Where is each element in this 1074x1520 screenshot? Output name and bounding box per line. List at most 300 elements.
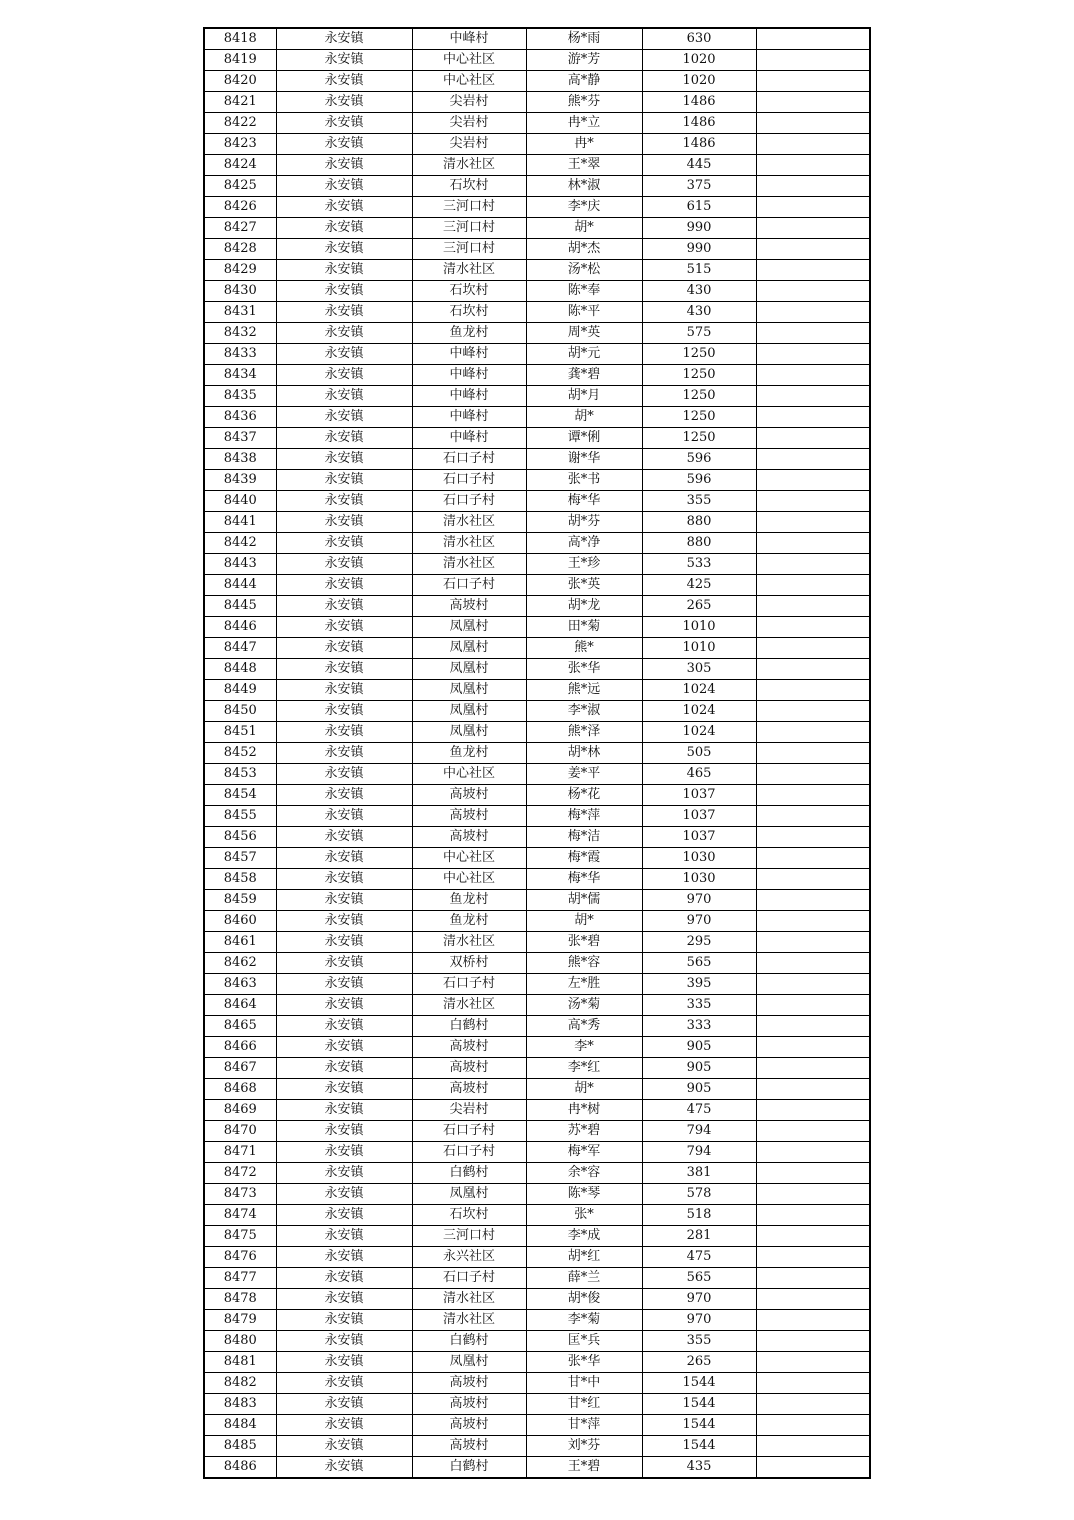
data-table xyxy=(203,27,871,1479)
table-row xyxy=(204,1436,870,1457)
amount-cell: 1037 xyxy=(642,827,756,848)
table-row xyxy=(204,491,870,512)
village-cell: 尖岩村 xyxy=(412,113,526,134)
amount-cell: 596 xyxy=(642,470,756,491)
village-cell: 凤凰村 xyxy=(412,659,526,680)
name-cell: 张* xyxy=(526,1205,642,1226)
town-cell: 永安镇 xyxy=(276,1100,412,1121)
remark-cell xyxy=(756,911,870,932)
row-number-cell: 8425 xyxy=(204,176,276,197)
town-cell: 永安镇 xyxy=(276,1163,412,1184)
remark-cell xyxy=(756,995,870,1016)
village-cell: 凤凰村 xyxy=(412,701,526,722)
village-cell: 高坡村 xyxy=(412,806,526,827)
name-cell: 李*庆 xyxy=(526,197,642,218)
village-cell: 清水社区 xyxy=(412,512,526,533)
table-row xyxy=(204,932,870,953)
town-cell: 永安镇 xyxy=(276,491,412,512)
village-cell: 凤凰村 xyxy=(412,1184,526,1205)
table-row xyxy=(204,638,870,659)
name-cell: 高*净 xyxy=(526,533,642,554)
row-number-cell: 8423 xyxy=(204,134,276,155)
table-row xyxy=(204,134,870,155)
remark-cell xyxy=(756,239,870,260)
table-row xyxy=(204,911,870,932)
name-cell: 匡*兵 xyxy=(526,1331,642,1352)
row-number-cell: 8433 xyxy=(204,344,276,365)
name-cell: 梅*华 xyxy=(526,869,642,890)
row-number-cell: 8454 xyxy=(204,785,276,806)
remark-cell xyxy=(756,1415,870,1436)
remark-cell xyxy=(756,743,870,764)
name-cell: 甘*中 xyxy=(526,1373,642,1394)
remark-cell xyxy=(756,92,870,113)
village-cell: 石口子村 xyxy=(412,449,526,470)
name-cell: 薛*兰 xyxy=(526,1268,642,1289)
row-number-cell: 8482 xyxy=(204,1373,276,1394)
amount-cell: 1486 xyxy=(642,134,756,155)
name-cell: 张*华 xyxy=(526,659,642,680)
remark-cell xyxy=(756,113,870,134)
town-cell: 永安镇 xyxy=(276,302,412,323)
town-cell: 永安镇 xyxy=(276,1058,412,1079)
amount-cell: 1250 xyxy=(642,365,756,386)
town-cell: 永安镇 xyxy=(276,848,412,869)
amount-cell: 1020 xyxy=(642,50,756,71)
town-cell: 永安镇 xyxy=(276,1394,412,1415)
town-cell: 永安镇 xyxy=(276,50,412,71)
row-number-cell: 8447 xyxy=(204,638,276,659)
amount-cell: 305 xyxy=(642,659,756,680)
row-number-cell: 8466 xyxy=(204,1037,276,1058)
row-number-cell: 8445 xyxy=(204,596,276,617)
town-cell: 永安镇 xyxy=(276,1289,412,1310)
table-row xyxy=(204,1016,870,1037)
village-cell: 白鹤村 xyxy=(412,1331,526,1352)
town-cell: 永安镇 xyxy=(276,470,412,491)
village-cell: 清水社区 xyxy=(412,1289,526,1310)
village-cell: 尖岩村 xyxy=(412,1100,526,1121)
town-cell: 永安镇 xyxy=(276,1310,412,1331)
remark-cell xyxy=(756,1163,870,1184)
remark-cell xyxy=(756,1247,870,1268)
remark-cell xyxy=(756,638,870,659)
town-cell: 永安镇 xyxy=(276,386,412,407)
remark-cell xyxy=(756,491,870,512)
name-cell: 张*华 xyxy=(526,1352,642,1373)
town-cell: 永安镇 xyxy=(276,764,412,785)
row-number-cell: 8460 xyxy=(204,911,276,932)
village-cell: 石坎村 xyxy=(412,1205,526,1226)
town-cell: 永安镇 xyxy=(276,428,412,449)
town-cell: 永安镇 xyxy=(276,449,412,470)
remark-cell xyxy=(756,680,870,701)
remark-cell xyxy=(756,218,870,239)
table-row xyxy=(204,239,870,260)
row-number-cell: 8426 xyxy=(204,197,276,218)
village-cell: 高坡村 xyxy=(412,1373,526,1394)
town-cell: 永安镇 xyxy=(276,1184,412,1205)
table-row xyxy=(204,407,870,428)
amount-cell: 1037 xyxy=(642,806,756,827)
name-cell: 胡*红 xyxy=(526,1247,642,1268)
town-cell: 永安镇 xyxy=(276,974,412,995)
remark-cell xyxy=(756,659,870,680)
amount-cell: 794 xyxy=(642,1142,756,1163)
village-cell: 高坡村 xyxy=(412,1415,526,1436)
remark-cell xyxy=(756,386,870,407)
amount-cell: 1037 xyxy=(642,785,756,806)
table-row xyxy=(204,1205,870,1226)
row-number-cell: 8486 xyxy=(204,1457,276,1479)
name-cell: 胡*俊 xyxy=(526,1289,642,1310)
remark-cell xyxy=(756,974,870,995)
table-row xyxy=(204,1121,870,1142)
amount-cell: 395 xyxy=(642,974,756,995)
table-row xyxy=(204,1310,870,1331)
town-cell: 永安镇 xyxy=(276,239,412,260)
table-row xyxy=(204,92,870,113)
village-cell: 高坡村 xyxy=(412,827,526,848)
name-cell: 胡*儒 xyxy=(526,890,642,911)
name-cell: 甘*红 xyxy=(526,1394,642,1415)
village-cell: 中心社区 xyxy=(412,71,526,92)
village-cell: 中峰村 xyxy=(412,428,526,449)
village-cell: 白鹤村 xyxy=(412,1163,526,1184)
remark-cell xyxy=(756,176,870,197)
town-cell: 永安镇 xyxy=(276,1268,412,1289)
town-cell: 永安镇 xyxy=(276,806,412,827)
town-cell: 永安镇 xyxy=(276,638,412,659)
village-cell: 白鹤村 xyxy=(412,1457,526,1479)
table-row xyxy=(204,1058,870,1079)
table-row xyxy=(204,176,870,197)
amount-cell: 333 xyxy=(642,1016,756,1037)
remark-cell xyxy=(756,1436,870,1457)
town-cell: 永安镇 xyxy=(276,407,412,428)
name-cell: 熊*远 xyxy=(526,680,642,701)
village-cell: 高坡村 xyxy=(412,1394,526,1415)
row-number-cell: 8455 xyxy=(204,806,276,827)
row-number-cell: 8469 xyxy=(204,1100,276,1121)
village-cell: 尖岩村 xyxy=(412,134,526,155)
remark-cell xyxy=(756,722,870,743)
amount-cell: 445 xyxy=(642,155,756,176)
amount-cell: 430 xyxy=(642,281,756,302)
village-cell: 中峰村 xyxy=(412,344,526,365)
table-row xyxy=(204,155,870,176)
name-cell: 冉*树 xyxy=(526,1100,642,1121)
name-cell: 胡*林 xyxy=(526,743,642,764)
amount-cell: 615 xyxy=(642,197,756,218)
remark-cell xyxy=(756,785,870,806)
amount-cell: 1024 xyxy=(642,722,756,743)
village-cell: 尖岩村 xyxy=(412,92,526,113)
name-cell: 高*静 xyxy=(526,71,642,92)
name-cell: 甘*萍 xyxy=(526,1415,642,1436)
amount-cell: 1250 xyxy=(642,407,756,428)
village-cell: 中心社区 xyxy=(412,764,526,785)
row-number-cell: 8432 xyxy=(204,323,276,344)
remark-cell xyxy=(756,1058,870,1079)
name-cell: 胡*元 xyxy=(526,344,642,365)
table-row xyxy=(204,659,870,680)
name-cell: 汤*松 xyxy=(526,260,642,281)
remark-cell xyxy=(756,1205,870,1226)
amount-cell: 970 xyxy=(642,1310,756,1331)
town-cell: 永安镇 xyxy=(276,722,412,743)
row-number-cell: 8463 xyxy=(204,974,276,995)
amount-cell: 515 xyxy=(642,260,756,281)
remark-cell xyxy=(756,512,870,533)
row-number-cell: 8418 xyxy=(204,28,276,50)
town-cell: 永安镇 xyxy=(276,743,412,764)
remark-cell xyxy=(756,827,870,848)
amount-cell: 381 xyxy=(642,1163,756,1184)
remark-cell xyxy=(756,344,870,365)
table-row xyxy=(204,1415,870,1436)
name-cell: 梅*霞 xyxy=(526,848,642,869)
amount-cell: 355 xyxy=(642,1331,756,1352)
table-row xyxy=(204,575,870,596)
village-cell: 清水社区 xyxy=(412,260,526,281)
town-cell: 永安镇 xyxy=(276,701,412,722)
town-cell: 永安镇 xyxy=(276,365,412,386)
village-cell: 三河口村 xyxy=(412,239,526,260)
table-body xyxy=(204,28,870,1478)
village-cell: 石口子村 xyxy=(412,470,526,491)
amount-cell: 970 xyxy=(642,911,756,932)
village-cell: 鱼龙村 xyxy=(412,743,526,764)
table-row xyxy=(204,722,870,743)
town-cell: 永安镇 xyxy=(276,785,412,806)
town-cell: 永安镇 xyxy=(276,1016,412,1037)
table-row xyxy=(204,974,870,995)
town-cell: 永安镇 xyxy=(276,659,412,680)
remark-cell xyxy=(756,71,870,92)
amount-cell: 565 xyxy=(642,953,756,974)
village-cell: 高坡村 xyxy=(412,1436,526,1457)
row-number-cell: 8421 xyxy=(204,92,276,113)
name-cell: 冉*立 xyxy=(526,113,642,134)
town-cell: 永安镇 xyxy=(276,911,412,932)
remark-cell xyxy=(756,1268,870,1289)
village-cell: 石口子村 xyxy=(412,575,526,596)
amount-cell: 1030 xyxy=(642,869,756,890)
table-row xyxy=(204,953,870,974)
name-cell: 胡*龙 xyxy=(526,596,642,617)
amount-cell: 1544 xyxy=(642,1436,756,1457)
table-row xyxy=(204,1352,870,1373)
table-row xyxy=(204,28,870,50)
row-number-cell: 8443 xyxy=(204,554,276,575)
town-cell: 永安镇 xyxy=(276,1436,412,1457)
remark-cell xyxy=(756,1394,870,1415)
town-cell: 永安镇 xyxy=(276,281,412,302)
village-cell: 石坎村 xyxy=(412,281,526,302)
village-cell: 鱼龙村 xyxy=(412,323,526,344)
amount-cell: 905 xyxy=(642,1037,756,1058)
row-number-cell: 8479 xyxy=(204,1310,276,1331)
row-number-cell: 8476 xyxy=(204,1247,276,1268)
row-number-cell: 8441 xyxy=(204,512,276,533)
remark-cell xyxy=(756,596,870,617)
village-cell: 中心社区 xyxy=(412,848,526,869)
remark-cell xyxy=(756,1016,870,1037)
name-cell: 李*成 xyxy=(526,1226,642,1247)
town-cell: 永安镇 xyxy=(276,197,412,218)
village-cell: 石口子村 xyxy=(412,1268,526,1289)
town-cell: 永安镇 xyxy=(276,1457,412,1479)
amount-cell: 355 xyxy=(642,491,756,512)
town-cell: 永安镇 xyxy=(276,1037,412,1058)
town-cell: 永安镇 xyxy=(276,1142,412,1163)
table-row xyxy=(204,260,870,281)
row-number-cell: 8428 xyxy=(204,239,276,260)
village-cell: 凤凰村 xyxy=(412,1352,526,1373)
remark-cell xyxy=(756,1331,870,1352)
table-row xyxy=(204,1226,870,1247)
town-cell: 永安镇 xyxy=(276,617,412,638)
village-cell: 高坡村 xyxy=(412,785,526,806)
row-number-cell: 8429 xyxy=(204,260,276,281)
town-cell: 永安镇 xyxy=(276,932,412,953)
name-cell: 杨*雨 xyxy=(526,28,642,50)
town-cell: 永安镇 xyxy=(276,1226,412,1247)
town-cell: 永安镇 xyxy=(276,218,412,239)
remark-cell xyxy=(756,155,870,176)
remark-cell xyxy=(756,28,870,50)
row-number-cell: 8420 xyxy=(204,71,276,92)
table-row xyxy=(204,1079,870,1100)
table-row xyxy=(204,869,870,890)
village-cell: 双桥村 xyxy=(412,953,526,974)
name-cell: 余*容 xyxy=(526,1163,642,1184)
amount-cell: 970 xyxy=(642,890,756,911)
row-number-cell: 8438 xyxy=(204,449,276,470)
town-cell: 永安镇 xyxy=(276,1205,412,1226)
name-cell: 周*英 xyxy=(526,323,642,344)
village-cell: 凤凰村 xyxy=(412,680,526,701)
village-cell: 石口子村 xyxy=(412,974,526,995)
name-cell: 苏*碧 xyxy=(526,1121,642,1142)
remark-cell xyxy=(756,764,870,785)
name-cell: 熊*容 xyxy=(526,953,642,974)
remark-cell xyxy=(756,890,870,911)
town-cell: 永安镇 xyxy=(276,680,412,701)
remark-cell xyxy=(756,1289,870,1310)
village-cell: 石坎村 xyxy=(412,302,526,323)
remark-cell xyxy=(756,470,870,491)
town-cell: 永安镇 xyxy=(276,1247,412,1268)
row-number-cell: 8450 xyxy=(204,701,276,722)
remark-cell xyxy=(756,848,870,869)
village-cell: 高坡村 xyxy=(412,1058,526,1079)
name-cell: 王*珍 xyxy=(526,554,642,575)
village-cell: 石坎村 xyxy=(412,176,526,197)
table-row xyxy=(204,344,870,365)
remark-cell xyxy=(756,1079,870,1100)
table-row xyxy=(204,1289,870,1310)
name-cell: 张*碧 xyxy=(526,932,642,953)
name-cell: 田*菊 xyxy=(526,617,642,638)
row-number-cell: 8431 xyxy=(204,302,276,323)
row-number-cell: 8457 xyxy=(204,848,276,869)
name-cell: 谢*华 xyxy=(526,449,642,470)
village-cell: 石口子村 xyxy=(412,1121,526,1142)
table-row xyxy=(204,281,870,302)
row-number-cell: 8419 xyxy=(204,50,276,71)
village-cell: 中心社区 xyxy=(412,869,526,890)
amount-cell: 630 xyxy=(642,28,756,50)
remark-cell xyxy=(756,50,870,71)
remark-cell xyxy=(756,701,870,722)
town-cell: 永安镇 xyxy=(276,995,412,1016)
remark-cell xyxy=(756,533,870,554)
row-number-cell: 8449 xyxy=(204,680,276,701)
row-number-cell: 8481 xyxy=(204,1352,276,1373)
row-number-cell: 8473 xyxy=(204,1184,276,1205)
row-number-cell: 8464 xyxy=(204,995,276,1016)
row-number-cell: 8434 xyxy=(204,365,276,386)
remark-cell xyxy=(756,449,870,470)
town-cell: 永安镇 xyxy=(276,1121,412,1142)
amount-cell: 265 xyxy=(642,596,756,617)
row-number-cell: 8430 xyxy=(204,281,276,302)
remark-cell xyxy=(756,302,870,323)
amount-cell: 794 xyxy=(642,1121,756,1142)
remark-cell xyxy=(756,197,870,218)
amount-cell: 880 xyxy=(642,512,756,533)
town-cell: 永安镇 xyxy=(276,1352,412,1373)
table-row xyxy=(204,218,870,239)
town-cell: 永安镇 xyxy=(276,533,412,554)
name-cell: 冉* xyxy=(526,134,642,155)
amount-cell: 905 xyxy=(642,1079,756,1100)
name-cell: 陈*琴 xyxy=(526,1184,642,1205)
row-number-cell: 8452 xyxy=(204,743,276,764)
row-number-cell: 8478 xyxy=(204,1289,276,1310)
table-row xyxy=(204,743,870,764)
name-cell: 林*淑 xyxy=(526,176,642,197)
town-cell: 永安镇 xyxy=(276,176,412,197)
row-number-cell: 8446 xyxy=(204,617,276,638)
amount-cell: 1250 xyxy=(642,386,756,407)
town-cell: 永安镇 xyxy=(276,323,412,344)
remark-cell xyxy=(756,365,870,386)
row-number-cell: 8448 xyxy=(204,659,276,680)
name-cell: 汤*菊 xyxy=(526,995,642,1016)
amount-cell: 1544 xyxy=(642,1415,756,1436)
village-cell: 清水社区 xyxy=(412,155,526,176)
town-cell: 永安镇 xyxy=(276,512,412,533)
table-row xyxy=(204,365,870,386)
name-cell: 梅*萍 xyxy=(526,806,642,827)
remark-cell xyxy=(756,1457,870,1479)
town-cell: 永安镇 xyxy=(276,1415,412,1436)
amount-cell: 435 xyxy=(642,1457,756,1479)
village-cell: 清水社区 xyxy=(412,932,526,953)
name-cell: 杨*花 xyxy=(526,785,642,806)
amount-cell: 465 xyxy=(642,764,756,785)
table-row xyxy=(204,1184,870,1205)
village-cell: 中峰村 xyxy=(412,407,526,428)
row-number-cell: 8484 xyxy=(204,1415,276,1436)
name-cell: 李* xyxy=(526,1037,642,1058)
row-number-cell: 8436 xyxy=(204,407,276,428)
remark-cell xyxy=(756,953,870,974)
amount-cell: 578 xyxy=(642,1184,756,1205)
